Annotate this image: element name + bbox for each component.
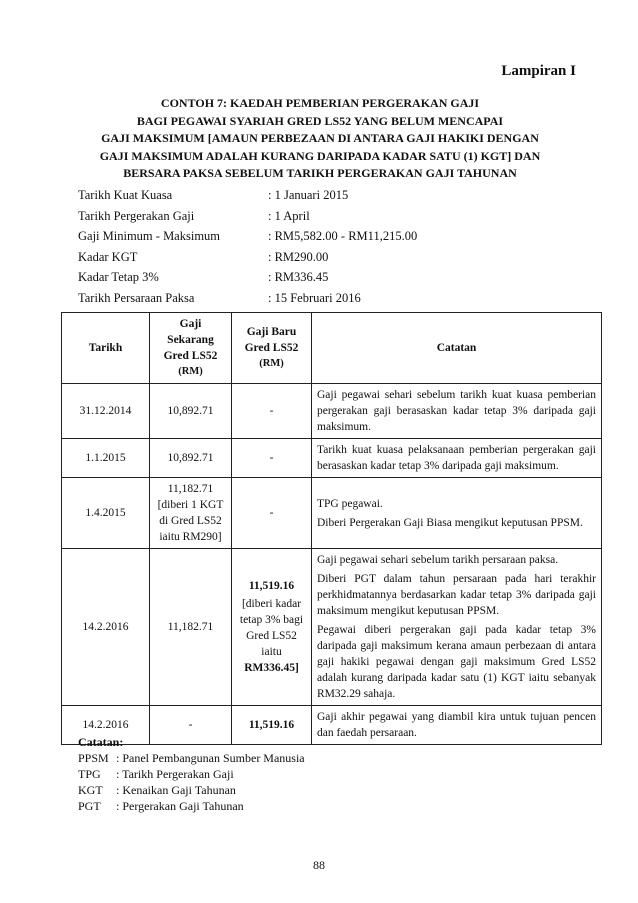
header-unit: (RM)	[178, 366, 203, 377]
info-value: : RM5,582.00 - RM11,215.00	[268, 229, 418, 243]
note-item	[78, 782, 305, 798]
cell-gaji-sekarang: 10,892.71	[150, 384, 232, 439]
note-paragraph: Gaji pegawai sehari sebelum tarikh kuat kuasa pemberian pergerakan gaji berasaskan kadar tetap 3% daripada gaji maksimum.	[317, 389, 596, 433]
info-row	[78, 288, 417, 309]
note-item	[78, 750, 305, 766]
table-row	[62, 384, 602, 439]
table-row	[62, 439, 602, 478]
cell-tarikh: 14.2.2016	[62, 549, 150, 706]
header-line: Sekarang	[167, 334, 214, 346]
cell-gaji-baru: -	[232, 384, 312, 439]
cell-gaji-sekarang: 11,182.71	[150, 549, 232, 706]
note-desc: : Kenaikan Gaji Tahunan	[116, 783, 236, 797]
cell-gaji-baru: 11,519.16	[232, 706, 312, 745]
cell-tarikh: 1.4.2015	[62, 478, 150, 549]
appendix-label: Lampiran I	[501, 63, 576, 79]
cell-tarikh: 14.2.2016	[62, 706, 150, 745]
cell-catatan	[312, 478, 602, 549]
cell-gaji-sekarang: 10,892.71	[150, 439, 232, 478]
header-catatan: Catatan	[312, 313, 602, 384]
title-line: CONTOH 7: KAEDAH PEMBERIAN PERGERAKAN GAJI	[160, 96, 480, 110]
info-block	[78, 185, 417, 308]
salary-table	[61, 312, 602, 745]
info-label: Tarikh Pergerakan Gaji	[78, 208, 195, 223]
title-line: GAJI MAKSIMUM ADALAH KURANG DARIPADA KADAR SATU (1) KGT] DAN	[99, 148, 541, 163]
cell-catatan	[312, 439, 602, 478]
cell-catatan	[312, 384, 602, 439]
note-abbr: PGT	[78, 799, 101, 813]
table-row	[62, 549, 602, 706]
note-paragraph: Diberi PGT dalam tahun persaraan pada hari terakhir perkhidmatannya berdasarkan kadar tetap 3% daripada gaji maksimum mengikut keputusan PPSM.	[317, 573, 596, 617]
cell-catatan	[312, 549, 602, 706]
note-desc: : Tarikh Pergerakan Gaji	[116, 767, 234, 781]
info-value: : RM290.00	[268, 249, 329, 264]
cell-gaji-baru: -	[232, 478, 312, 549]
cell-tarikh: 31.12.2014	[62, 384, 150, 439]
cell-line: [diberi kadar	[241, 598, 302, 610]
info-row	[78, 247, 417, 268]
cell-gaji-sekarang	[150, 478, 232, 549]
cell-line: Gred LS52	[246, 630, 297, 642]
info-label: Tarikh Kuat Kuasa	[78, 188, 173, 202]
title-line: BAGI PEGAWAI SYARIAH GRED LS52 YANG BELUM MENCAPAI	[136, 113, 504, 128]
note-paragraph: Pegawai diberi pergerakan gaji pada kadar tetap 3% daripada gaji maksimum kerana amaun perbezaan di antara gaji hakiki pegawai dengan gaji maksimum Gred LS52 adalah kurang daripada kadar satu (1) KGT iaitu sebanyak RM32.29 sahaja.	[317, 624, 596, 700]
cell-line: iaitu RM290]	[159, 531, 222, 543]
note-desc: : Pergerakan Gaji Tahunan	[116, 799, 244, 813]
info-row	[78, 226, 417, 247]
cell-line: RM336.45]	[244, 662, 299, 674]
info-row	[78, 267, 417, 288]
cell-line: [diberi 1 KGT	[157, 499, 224, 511]
header-line: Gaji Baru	[246, 326, 297, 338]
table-header-row	[62, 313, 602, 384]
note-desc: : Panel Pembangunan Sumber Manusia	[116, 751, 305, 765]
header-gaji-baru	[232, 313, 312, 384]
page-number: 88	[313, 858, 325, 872]
cell-gaji-baru: -	[232, 439, 312, 478]
cell-tarikh: 1.1.2015	[62, 439, 150, 478]
info-value: : 15 Februari 2016	[268, 290, 361, 305]
info-value: : 1 April	[268, 208, 310, 223]
info-label: Tarikh Persaraan Paksa	[78, 290, 195, 305]
note-paragraph: Diberi Pergerakan Gaji Biasa mengikut keputusan PPSM.	[317, 516, 583, 529]
note-abbr: TPG	[78, 767, 101, 781]
cell-catatan	[312, 706, 602, 745]
info-label: Kadar KGT	[78, 249, 138, 264]
cell-line: iaitu	[261, 646, 282, 658]
notes-block	[78, 734, 305, 814]
info-label: Gaji Minimum - Maksimum	[78, 229, 221, 243]
header-tarikh: Tarikh	[62, 313, 150, 384]
note-paragraph: Tarikh kuat kuasa pelaksanaan pemberian pergerakan gaji berasaskan kadar tetap 3% daripada gaji maksimum.	[317, 444, 596, 472]
title-line: BERSARA PAKSA SEBELUM TARIKH PERGERAKAN GAJI TAHUNAN	[123, 166, 517, 180]
info-row	[78, 206, 417, 227]
table-row	[62, 478, 602, 549]
note-paragraph: Gaji akhir pegawai yang diambil kira untuk tujuan pencen dan faedah persaraan.	[317, 711, 596, 739]
notes-title: Catatan:	[78, 735, 124, 749]
info-value: : RM336.45	[268, 270, 329, 284]
header-line: Gred LS52	[163, 350, 218, 362]
header-line: Gaji	[179, 318, 202, 330]
note-abbr: KGT	[78, 783, 103, 797]
cell-line: 11,519.16	[248, 580, 295, 592]
header-unit: (RM)	[259, 358, 284, 369]
note-item	[78, 766, 305, 782]
info-value: : 1 Januari 2015	[268, 188, 349, 202]
info-label: Kadar Tetap 3%	[78, 270, 159, 284]
header-line: Gred LS52	[244, 342, 299, 354]
note-item	[78, 798, 305, 814]
note-paragraph: TPG pegawai.	[317, 497, 383, 510]
cell-line: di Gred LS52	[159, 515, 222, 527]
document-title	[60, 95, 580, 183]
title-line: GAJI MAKSIMUM [AMAUN PERBEZAAN DI ANTARA GAJI HAKIKI DENGAN	[101, 131, 539, 145]
cell-line: 11,182.71	[167, 483, 214, 495]
cell-gaji-baru	[232, 549, 312, 706]
note-paragraph: Gaji pegawai sehari sebelum tarikh persaraan paksa.	[317, 554, 559, 566]
note-abbr: PPSM	[78, 751, 109, 765]
info-row	[78, 185, 417, 206]
cell-line: tetap 3% bagi	[239, 614, 304, 626]
cell-gaji-sekarang: -	[150, 706, 232, 745]
header-gaji-sekarang	[150, 313, 232, 384]
